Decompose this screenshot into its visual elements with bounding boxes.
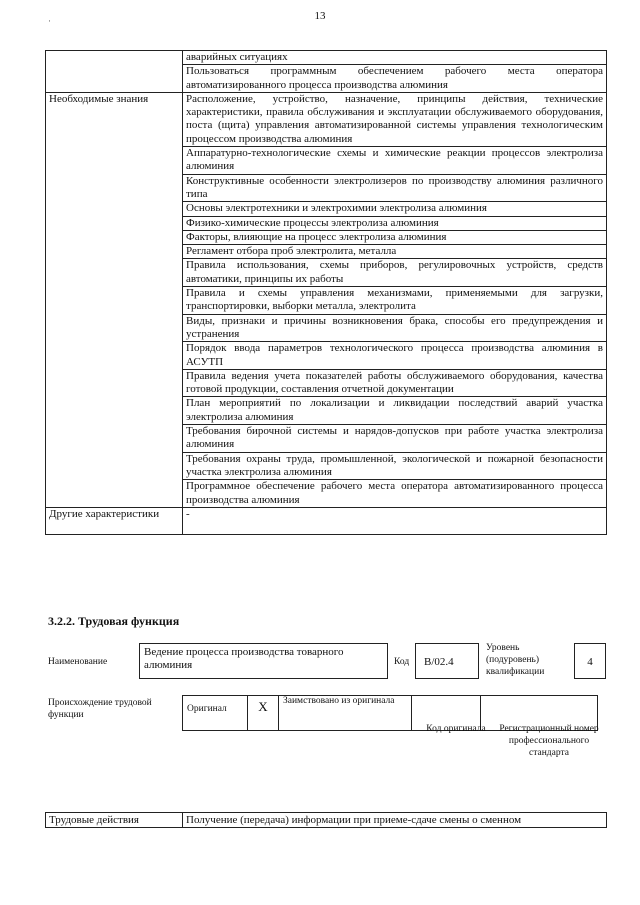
scan-speck: · [48, 16, 51, 26]
requirement-text: Правила использования, схемы приборов, регулировочных устройств, средств автоматики, принципы их работы [183, 259, 607, 287]
requirement-text: Пользоваться программным обеспечением рабочего места оператора автоматизированного процесса производства алюминия [183, 65, 607, 93]
row-label: Необходимые знания [46, 92, 183, 507]
section-title: 3.2.2. Трудовая функция [48, 614, 180, 628]
requirement-text: аварийных ситуациях [183, 51, 607, 65]
requirement-text: Требования охраны труда, промышленной, экологической и пожарной безопасности участка электролиза алюминия [183, 452, 607, 480]
code-caption: Код оригинала [426, 724, 486, 734]
function-name: Ведение процесса производства товарного алюминия [144, 646, 344, 671]
requirement-text: Требования бирочной системы и нарядов-допусков при работе участка электролиза алюминия [183, 425, 607, 453]
requirement-text: Порядок ввода параметров технологического процесса производства алюминия в АСУТП [183, 342, 607, 370]
borrowed-label: Заимствовано из оригинала [279, 696, 412, 731]
table-row [46, 51, 607, 65]
table-row [46, 813, 607, 828]
requirement-text: Правила и схемы управления механизмами, применяемыми для загрузки, транспортировки, выборки металла, электролита [183, 287, 607, 315]
code-label: Код [394, 657, 410, 667]
requirement-text: Расположение, устройство, назначение, принципы действия, технические характеристики, правила обслуживания и эксплуатации обслуживаемого оборудования, поста (щита) управления автоматизированной системы управления технологическим процессом производства алюминия [183, 92, 607, 146]
requirement-text: Основы электротехники и электрохимии электролиза алюминия [183, 202, 607, 216]
table-row [46, 507, 607, 534]
actions-table [45, 812, 607, 828]
other-value: - [183, 507, 607, 534]
name-label: Наименование [48, 657, 108, 667]
function-name-box [139, 643, 388, 679]
requirement-text: Аппаратурно-технологические схемы и химические реакции процессов электролиза алюминия [183, 147, 607, 175]
requirement-text: Факторы, влияющие на процесс электролиза алюминия [183, 230, 607, 244]
origin-label: Происхождение трудовой функции [48, 698, 152, 720]
requirement-text: Правила ведения учета показателей работы обслуживаемого оборудования, качества готовой продукции, составления отчетной документации [183, 369, 607, 397]
requirement-text: Программное обеспечение рабочего места оператора автоматизированного процесса производства алюминия [183, 480, 607, 508]
other-label: Другие характеристики [46, 507, 183, 534]
knowledge-table [45, 50, 607, 535]
code-value: B/02.4 [424, 656, 454, 668]
original-mark: X [248, 696, 279, 731]
original-label: Оригинал [183, 696, 248, 731]
code-box [415, 643, 479, 679]
requirement-text: Конструктивные особенности электролизеров по производству алюминия различного типа [183, 174, 607, 202]
requirement-text: Виды, признаки и причины возникновения брака, способы его предупреждения и устранения [183, 314, 607, 342]
page-number: 13 [314, 10, 326, 22]
level-label: Уровень (подуровень) квалификации [486, 643, 545, 677]
registration-caption: Регистрационный номер профессионального стандарта [499, 724, 599, 758]
actions-label: Трудовые действия [46, 813, 183, 828]
requirement-text: Регламент отбора проб электролита, металла [183, 245, 607, 259]
requirement-text: План мероприятий по локализации и ликвидации последствий аварий участка электролиза алюминия [183, 397, 607, 425]
requirement-text: Физико-химические процессы электролиза алюминия [183, 216, 607, 230]
level-box [574, 643, 606, 679]
table-row [46, 92, 607, 146]
actions-first-text: Получение (передача) информации при приеме-сдаче смены о сменном [183, 813, 607, 828]
level-value: 4 [587, 656, 593, 668]
row-label [46, 51, 183, 93]
